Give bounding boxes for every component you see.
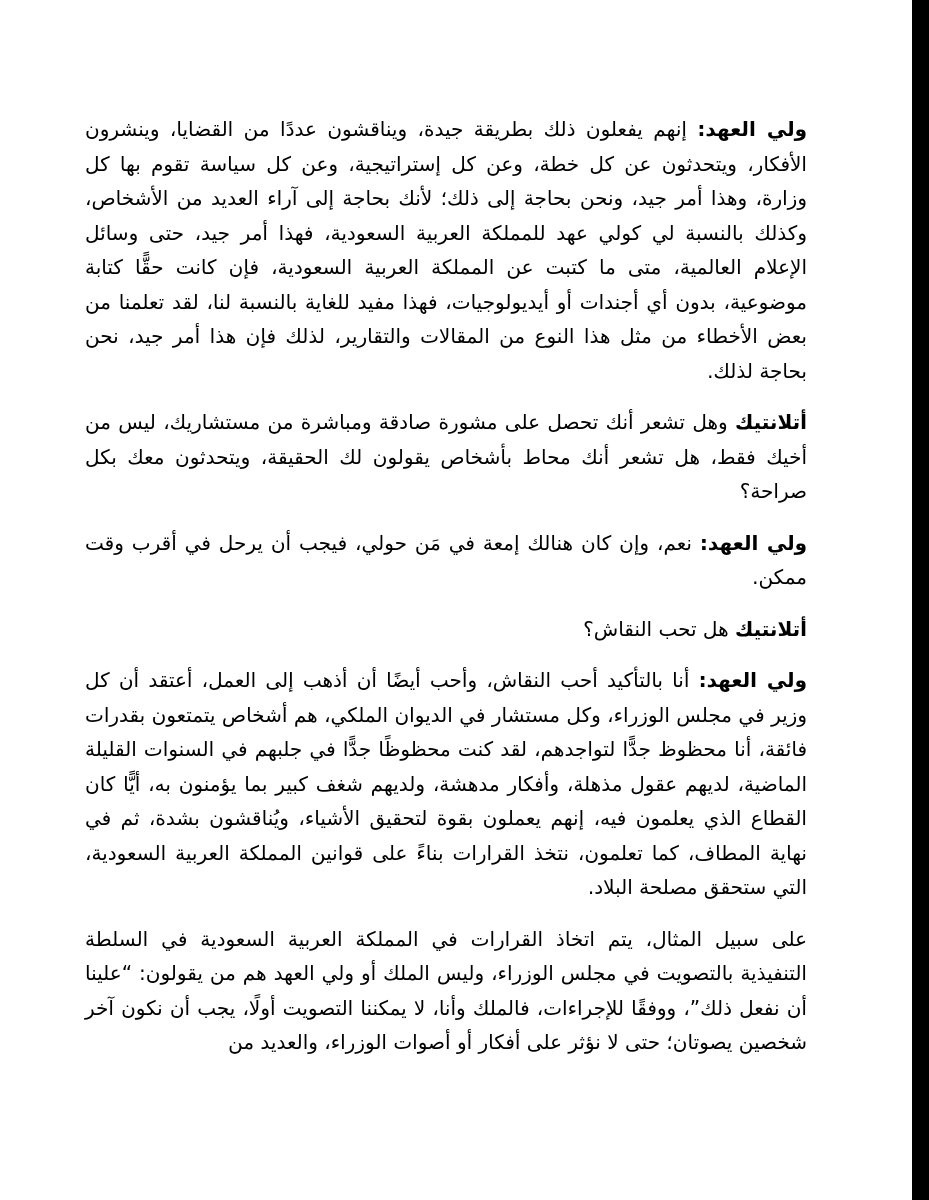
paragraph-text: وهل تشعر أنك تحصل على مشورة صادقة ومباشرة من مستشاريك، ليس من أخيك فقط، هل تشعر أنك محاط بأشخاص يقولون لك الحقيقة، ويتحدثون معك بكل صراحة؟ xyxy=(85,410,807,503)
paragraph-text: على سبيل المثال، يتم اتخاذ القرارات في المملكة العربية السعودية في السلطة التنفيذية بالتصويت في مجلس الوزراء، وليس الملك أو ولي العهد هم من يقولون: “علينا أن نفعل ذلك”، ووفقًا للإجراءات، فالملك وأنا، لا يمكننا التصويت أولًا، يجب أن نكون آخر شخصين يصوتان؛ حتى لا نؤثر على أفكار أو أصوات الوزراء، والعديد من xyxy=(85,926,807,1054)
paragraph-text: إنهم يفعلون ذلك بطريقة جيدة، ويناقشون عددًا من القضايا، وينشرون الأفكار، ويتحدثون عن كل خطة، وعن كل إستراتيجية، وعن كل سياسة تقوم بها كل وزارة، وهذا أمر جيد، ونحن بحاجة إلى ذلك؛ لأنك بحاجة إلى آراء العديد من الأشخاص، وكذلك بالنسبة لي كولي عهد للمملكة العربية السعودية، فهذا أمر جيد، حتى وسائل الإعلام العالمية، متى ما كتبت عن المملكة العربية السعودية، فإن كانت حقًّا كتابة موضوعية، بدون أي أجندات أو أيديولوجيات، فهذا مفيد للغاية بالنسبة لنا، لقد تعلمنا من بعض الأخطاء من مثل هذا النوع من المقالات والتقارير، لذلك فإن هذا أمر جيد، نحن بحاجة لذلك. xyxy=(85,117,807,383)
paragraph-text: هل تحب النقاش؟ xyxy=(583,616,729,641)
speaker-label: ولي العهد: xyxy=(699,530,808,555)
paragraph-text: أنا بالتأكيد أحب النقاش، وأحب أيضًا أن أذهب إلى العمل، أعتقد أن كل وزير في مجلس الوزراء، وكل مستشار في الديوان الملكي، هم أشخاص يتمتعون بقدرات فائقة، أنا محظوظ جدًّا لتواجدهم، لقد كنت محظوظًا جدًّا في جلبهم في السنوات القليلة الماضية، لديهم عقول مذهلة، وأفكار مدهشة، ولديهم شغف كبير بما يؤمنون به، أيًّا كان القطاع الذي يعلمون فيه، إنهم يعملون بقوة لتحقيق الأشياء، ويُناقشون بشدة، ثم في نهاية المطاف، كما تعلمون، نتخذ القرارات بناءً على قوانين المملكة العربية السعودية، التي ستحقق مصلحة البلاد. xyxy=(85,668,807,899)
speaker-label: أتلانتيك xyxy=(734,616,807,641)
paragraph xyxy=(85,526,807,595)
speaker-label: ولي العهد: xyxy=(698,668,807,692)
paragraph xyxy=(85,663,807,905)
paragraph xyxy=(85,612,807,647)
speaker-label: أتلانتيك xyxy=(734,410,807,434)
paragraph xyxy=(85,922,807,1060)
paragraph-text: نعم، وإن كان هنالك إمعة في مَن حولي، فيجب أن يرحل في أقرب وقت ممكن. xyxy=(85,530,807,589)
speaker-label: ولي العهد: xyxy=(697,117,808,141)
paragraph xyxy=(85,112,807,388)
paragraph xyxy=(85,405,807,509)
document-body xyxy=(85,112,807,1077)
